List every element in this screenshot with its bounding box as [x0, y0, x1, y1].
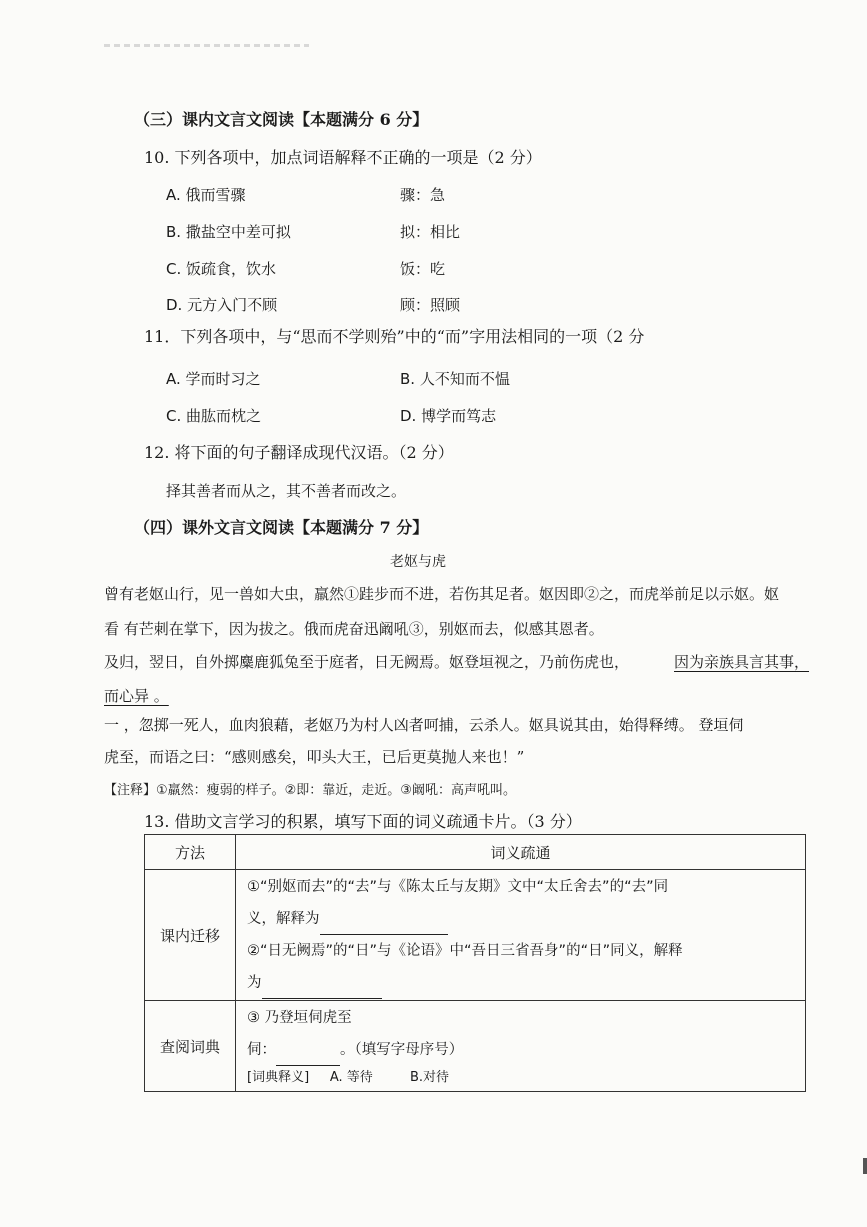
passage-note: 【注释】①羸然：瘦弱的样子。②即：靠近，走近。③阚吼：高声吼叫。 [104, 783, 516, 798]
q10-stem: 10. 下列各项中，加点词语解释不正确的一项是（2 分） [144, 148, 542, 167]
transfer-line-1: ①“别妪而去”的“去”与《陈太丘与友期》文中“太丘舍去”的“去”同 [247, 879, 669, 895]
dict-line-2 [237, 1034, 804, 1066]
q11-option-c: C. 曲肱而枕之 [166, 407, 262, 425]
transfer-line-4 [237, 967, 804, 999]
q13-stem: 13. 借助文言学习的积累，填写下面的词义疏通卡片。（3 分） [144, 812, 582, 831]
answer-blank-2[interactable] [262, 982, 382, 999]
q12-stem: 12. 将下面的句子翻译成现代汉语。（2 分） [144, 443, 454, 462]
row-content-dictionary [236, 1001, 806, 1092]
answer-blank-3[interactable] [276, 1049, 340, 1066]
transfer-line-4-text: 为 [247, 975, 262, 991]
row-method-transfer: 课内迁移 [145, 870, 236, 1001]
q10-option-b: B. 撒盐空中差可拟 [166, 223, 291, 241]
section4-title: （四）课外文言文阅读【本题满分 7 分】 [134, 518, 429, 537]
row-content-transfer [236, 870, 806, 1001]
dict-line-2-prefix: 伺： [247, 1042, 276, 1058]
scan-edge-mark [863, 1158, 867, 1174]
section3-title: （三）课内文言文阅读【本题满分 6 分】 [134, 110, 429, 129]
dict-line-3 [237, 1066, 804, 1090]
transfer-line-3: ②“日无阙焉”的“日”与《论语》中“吾日三省吾身”的“日”同义，解释 [247, 943, 683, 959]
q11-stem: 11．下列各项中，与“思而不学则殆”中的“而”字用法相同的一项（2 分 [144, 327, 645, 346]
q10-gloss-c: 饭：吃 [400, 260, 446, 278]
q10-option-d: D. 元方入门不顾 [166, 296, 278, 314]
passage-line-1: 曾有老妪山行，见一兽如大虫，羸然①跬步而不进，若伤其足者。妪因即②之，而虎举前足以示妪。妪 [104, 585, 780, 603]
header-content: 词义疏通 [236, 835, 806, 870]
row-method-dictionary: 查阅词典 [145, 1001, 236, 1092]
passage-underlined-phrase: 因为亲族具言其事， [674, 653, 810, 671]
vocabulary-card-table [144, 834, 806, 1092]
q11-option-a: A. 学而时习之 [166, 370, 261, 388]
q10-gloss-d: 顾：照顾 [400, 296, 461, 314]
passage-line-5: 一 ，忽掷一死人，血肉狼藉，老妪乃为村人凶者呵捕，云杀人。妪具说其由，始得释缚。 登垣伺 [104, 716, 744, 734]
dict-line-1: ③ 乃登垣伺虎至 [247, 1010, 352, 1026]
q11-option-b: B. 人不知而不愠 [400, 370, 510, 388]
scan-artifact-line [104, 44, 309, 47]
q11-option-d: D. 博学而笃志 [400, 407, 497, 425]
passage-title: 老妪与虎 [390, 554, 446, 570]
transfer-line-2-text: 义，解释为 [247, 911, 320, 927]
q10-gloss-a: 骤：急 [400, 186, 446, 204]
answer-blank-1[interactable] [320, 918, 448, 935]
dict-line-2-suffix: 。（填写字母序号） [340, 1042, 464, 1058]
passage-line-4: 而心异 。 [104, 687, 169, 705]
header-method: 方法 [145, 835, 236, 870]
q10-option-a: A. 俄而雪骤 [166, 186, 246, 204]
dict-label: [词典释义] [247, 1070, 310, 1085]
passage-line-2: 看 有芒刺在掌下，因为拔之。俄而虎奋迅阚吼③，别妪而去，似感其恩者。 [104, 620, 604, 638]
q10-gloss-b: 拟：相比 [400, 223, 461, 241]
passage-line-3: 及归，翌日，自外掷麋鹿狐兔至于庭者，日无阙焉。妪登垣视之，乃前伤虎也， [104, 653, 630, 671]
q12-sentence: 择其善者而从之，其不善者而改之。 [166, 482, 407, 500]
dict-option-a: A. 等待 [329, 1070, 373, 1085]
transfer-line-2 [237, 903, 804, 935]
q10-option-c: C. 饭疏食，饮水 [166, 260, 277, 278]
dict-option-b: B.对待 [409, 1070, 450, 1085]
passage-line-6: 虎至，而语之曰：“感则感矣，叩头大王，已后更莫抛人来也！” [104, 748, 525, 766]
